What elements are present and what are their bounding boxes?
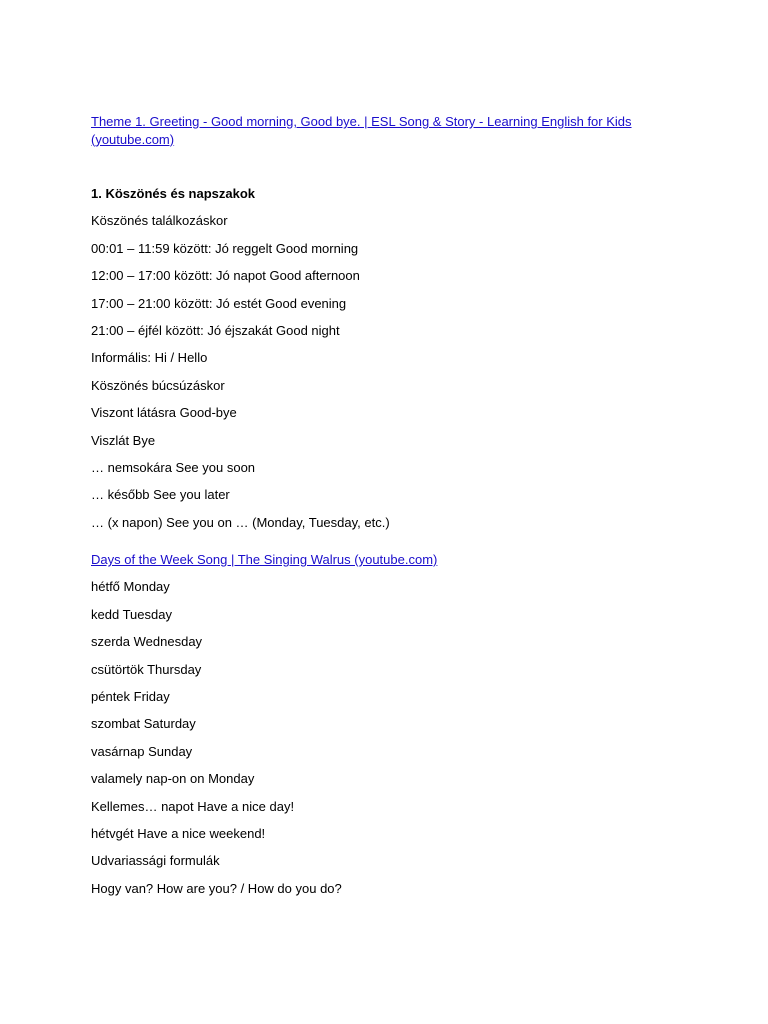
text-line: … később See you later xyxy=(91,487,230,503)
text-line: csütörtök Thursday xyxy=(91,661,202,677)
days-of-week-video-link[interactable]: Days of the Week Song | The Singing Walrus (youtube.com) xyxy=(91,552,438,568)
text-line: hétvgét Have a nice weekend! xyxy=(91,825,266,841)
text-line: … nemsokára See you soon xyxy=(91,459,256,475)
greeting-video-link-line2: (youtube.com) xyxy=(91,131,175,147)
text-line: … (x napon) See you on … (Monday, Tuesday, etc.) xyxy=(91,514,390,530)
greeting-video-link[interactable] xyxy=(91,113,691,148)
text-line: Viszont látásra Good-bye xyxy=(91,405,237,421)
text-line: Udvariassági formulák xyxy=(91,853,220,869)
text-line: Informális: Hi / Hello xyxy=(91,350,208,366)
text-line: szerda Wednesday xyxy=(91,634,203,650)
text-line: vasárnap Sunday xyxy=(91,743,193,759)
text-line: 17:00 – 21:00 között: Jó estét Good evening xyxy=(91,295,347,311)
text-line: péntek Friday xyxy=(91,689,170,705)
text-line: 12:00 – 17:00 között: Jó napot Good afternoon xyxy=(91,268,360,284)
document-page xyxy=(91,113,691,907)
text-line: 00:01 – 11:59 között: Jó reggelt Good morning xyxy=(91,240,359,256)
text-line: Kellemes… napot Have a nice day! xyxy=(91,798,295,814)
text-line: Köszönés búcsúzáskor xyxy=(91,377,225,393)
spacer xyxy=(91,148,691,185)
spacer xyxy=(91,541,691,551)
text-line: szombat Saturday xyxy=(91,716,196,732)
text-line: Köszönés találkozáskor xyxy=(91,213,228,229)
section-heading: 1. Köszönés és napszakok xyxy=(91,186,256,201)
text-line: Viszlát Bye xyxy=(91,432,156,448)
greeting-video-link-line1: Theme 1. Greeting - Good morning, Good bye. | ESL Song & Story - Learning English for Kids xyxy=(91,114,632,129)
text-line: valamely nap-on on Monday xyxy=(91,771,255,787)
text-line: kedd Tuesday xyxy=(91,606,172,622)
text-line: 21:00 – éjfél között: Jó éjszakát Good night xyxy=(91,322,340,338)
text-line: Hogy van? How are you? / How do you do? xyxy=(91,880,342,896)
text-line: hétfő Monday xyxy=(91,579,170,595)
